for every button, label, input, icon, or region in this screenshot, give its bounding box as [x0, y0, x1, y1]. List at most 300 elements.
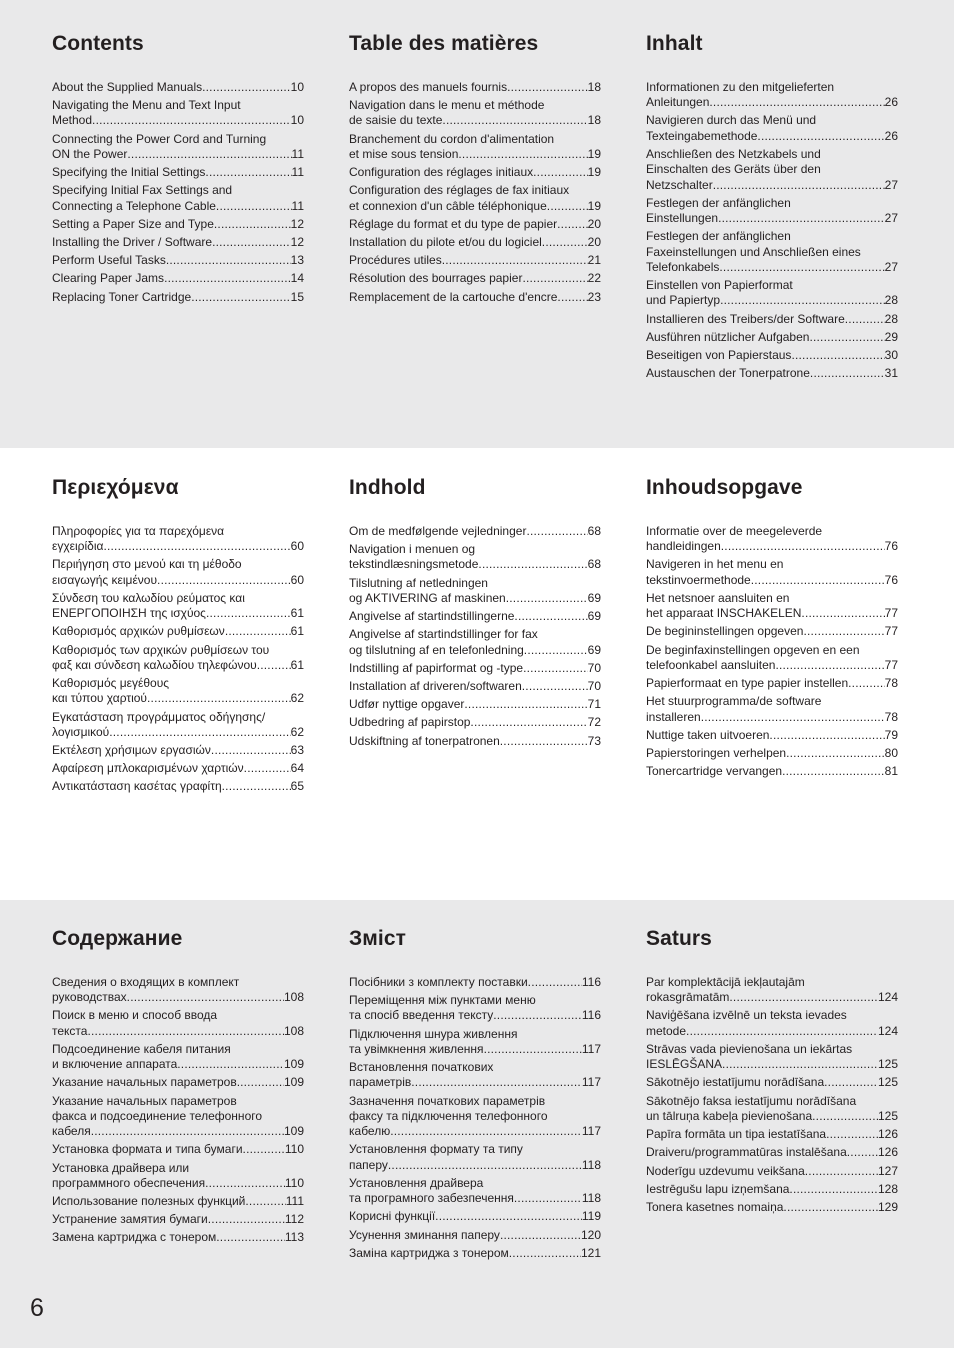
- toc-entry-text: Καθορισμός των αρχικών ρυθμίσεων του: [52, 642, 270, 657]
- toc-entry[interactable]: [349, 165, 601, 180]
- toc-entry-text: About the Supplied Manuals: [52, 80, 203, 94]
- toc-entry-last-line: [52, 253, 304, 268]
- toc-entry-text: un tālruņa kabeļa pievienošana: [646, 1108, 813, 1123]
- toc-entry-text: Εκτέλεση χρήσιμων εργασιών: [52, 743, 211, 758]
- toc-entry-page: 124: [877, 990, 898, 1005]
- toc-entry[interactable]: [646, 1042, 898, 1073]
- toc-entry-last-line: [52, 290, 304, 305]
- toc-entry-text: ΕΝΕΡΓΟΠΟΙΗΣΗ της ισχύος: [52, 606, 206, 621]
- toc-entry-last-line: [52, 743, 304, 758]
- dot-leader: [164, 271, 291, 286]
- toc-entry[interactable]: [646, 676, 898, 691]
- toc-entry-text: metode: [646, 1023, 687, 1038]
- toc-entry-page: 11: [291, 165, 304, 180]
- toc-entry[interactable]: [52, 98, 304, 129]
- toc-section-ukrainian: [349, 925, 601, 1264]
- toc-entry-text: руководствах: [52, 990, 127, 1005]
- toc-entry-text: Festlegen der anfänglichen: [646, 229, 791, 244]
- toc-entry-page: 20: [587, 216, 601, 231]
- toc-entry-last-line: [646, 990, 898, 1005]
- toc-list: [349, 975, 601, 1261]
- toc-entry-text: telefoonkabel aansluiten: [646, 657, 776, 672]
- toc-entry[interactable]: [349, 183, 601, 214]
- toc-entry-last-line: [349, 165, 601, 180]
- toc-entry-last-line: [349, 975, 601, 990]
- toc-section-inhoudsopgave: [646, 474, 898, 782]
- dot-leader: [522, 679, 588, 694]
- toc-entry[interactable]: [52, 676, 304, 707]
- toc-entry[interactable]: [52, 165, 304, 180]
- toc-entry[interactable]: [349, 627, 601, 658]
- toc-entry-last-line: [349, 1008, 601, 1023]
- toc-entry-text: Установка формата и типа бумаги: [52, 1142, 243, 1157]
- dot-leader: [243, 1142, 285, 1157]
- toc-entry[interactable]: [646, 728, 898, 743]
- dot-leader: [719, 260, 884, 275]
- toc-entry-last-line: [52, 1194, 304, 1209]
- dot-leader: [826, 1127, 878, 1142]
- toc-entry-text: Remplacement de la cartouche d'encre: [349, 289, 558, 304]
- toc-entry-page: 28: [884, 311, 898, 326]
- dot-leader: [390, 1124, 582, 1139]
- toc-entry[interactable]: [349, 1176, 601, 1207]
- toc-entry-text: Branchement du cordon d'alimentation: [349, 131, 555, 146]
- toc-entry-page: 28: [884, 293, 898, 308]
- toc-entry-last-line: [646, 1024, 898, 1039]
- toc-entry[interactable]: [52, 524, 304, 555]
- toc-entry[interactable]: [349, 98, 601, 129]
- toc-entry-page: 69: [587, 642, 601, 657]
- dot-leader: [214, 217, 291, 232]
- toc-entry[interactable]: [349, 1060, 601, 1091]
- toc-entry[interactable]: [646, 1075, 898, 1090]
- toc-entry[interactable]: [349, 661, 601, 676]
- toc-entry-page: 70: [587, 660, 601, 675]
- toc-entry-last-line: [646, 1057, 898, 1072]
- toc-entry-text: tekstinvoermethode: [646, 572, 751, 587]
- toc-entry-text: Πληροφορίες για τα παρεχόμενα: [52, 524, 225, 538]
- toc-entry-text: Om de medfølgende vejledninger: [349, 524, 527, 538]
- toc-entry-text: De beginfaxinstellingen opgeven en een: [646, 642, 860, 657]
- toc-entry[interactable]: [646, 229, 898, 275]
- toc-entry[interactable]: [646, 624, 898, 639]
- dot-leader: [718, 211, 885, 226]
- dot-leader: [783, 1200, 878, 1215]
- dot-leader: [493, 1008, 582, 1023]
- toc-entry-last-line: [52, 1176, 304, 1191]
- toc-entry-text: Configuration des réglages de fax initiaux: [349, 183, 570, 198]
- toc-entry-last-line: [52, 1024, 304, 1039]
- toc-entry-page: 116: [581, 1008, 601, 1023]
- toc-entry[interactable]: [52, 1075, 304, 1090]
- toc-entry-last-line: [646, 1109, 898, 1124]
- toc-entry[interactable]: [52, 1008, 304, 1039]
- toc-section-russian: [52, 925, 304, 1249]
- dot-leader: [524, 643, 588, 658]
- toc-entry-page: 73: [587, 733, 601, 748]
- dot-leader: [789, 1182, 878, 1197]
- dot-leader: [786, 746, 885, 761]
- toc-entry[interactable]: [52, 253, 304, 268]
- toc-entry-text: программного обеспечения: [52, 1175, 206, 1190]
- toc-entry[interactable]: [646, 764, 898, 779]
- toc-entry-text: Method: [52, 113, 93, 128]
- toc-entry[interactable]: [52, 1142, 304, 1157]
- section-title: Contents: [52, 32, 144, 55]
- toc-entry[interactable]: [349, 697, 601, 712]
- toc-entry[interactable]: [52, 1161, 304, 1192]
- toc-entry-last-line: [349, 715, 601, 730]
- toc-entry[interactable]: [349, 679, 601, 694]
- toc-entry-last-line: [349, 524, 601, 539]
- toc-entry-last-line: [349, 290, 601, 305]
- toc-entry-text: Σύνδεση του καλωδίου ρεύματος και: [52, 590, 245, 605]
- toc-entry-text: Einstellen von Papierformat: [646, 278, 793, 293]
- toc-entry[interactable]: [349, 524, 601, 539]
- toc-entry[interactable]: [646, 1127, 898, 1142]
- toc-entry-text: et mise sous tension: [349, 146, 459, 161]
- toc-entry-last-line: [349, 235, 601, 250]
- toc-entry-last-line: [52, 658, 304, 673]
- section-title: Inhalt: [646, 32, 703, 55]
- toc-entry[interactable]: [349, 542, 601, 573]
- toc-entry[interactable]: [349, 235, 601, 250]
- toc-entry-text: Замена картриджа с тонером: [52, 1230, 217, 1245]
- toc-entry[interactable]: [349, 80, 601, 95]
- dot-leader: [720, 293, 885, 308]
- toc-entry-last-line: [646, 260, 898, 275]
- toc-entry-last-line: [52, 113, 304, 128]
- toc-entry-text: Указание начальных параметров.: [52, 1075, 241, 1090]
- toc-entry-text: текста: [52, 1023, 88, 1038]
- toc-entry-last-line: [52, 779, 304, 794]
- toc-entry[interactable]: [646, 746, 898, 761]
- toc-entry[interactable]: [646, 366, 898, 381]
- toc-entry[interactable]: [52, 183, 304, 214]
- toc-entry[interactable]: [52, 643, 304, 674]
- toc-entry[interactable]: [52, 80, 304, 95]
- toc-list: [52, 80, 304, 305]
- toc-entry-page: 26: [884, 95, 898, 110]
- toc-entry-text: Udskiftning af tonerpatronen: [349, 733, 500, 748]
- toc-entry-last-line: [52, 1142, 304, 1157]
- toc-entry-page: 109: [283, 1075, 304, 1090]
- toc-entry[interactable]: [646, 557, 898, 588]
- toc-entry[interactable]: [52, 743, 304, 758]
- toc-entry[interactable]: [52, 271, 304, 286]
- toc-entry-text: rokasgrāmatām: [646, 990, 730, 1005]
- toc-entry-page: 110: [284, 1175, 304, 1190]
- toc-entry[interactable]: [349, 1209, 601, 1224]
- toc-entry-page: 126: [877, 1127, 898, 1142]
- toc-entry-last-line: [646, 211, 898, 226]
- toc-entry[interactable]: [52, 217, 304, 232]
- toc-entry-page: 63: [290, 743, 304, 758]
- toc-entry-last-line: [52, 80, 304, 95]
- toc-entry[interactable]: [646, 147, 898, 193]
- toc-entry[interactable]: [52, 591, 304, 622]
- toc-entry[interactable]: [646, 975, 898, 1006]
- toc-entry-page: 29: [884, 329, 898, 344]
- toc-entry-page: 19: [587, 146, 601, 161]
- toc-entry-last-line: [349, 1158, 601, 1173]
- toc-entry[interactable]: [52, 1212, 304, 1227]
- toc-entry-text: Установлення формату та типу: [349, 1142, 523, 1157]
- toc-entry-text: Navigeren in het menu en: [646, 557, 784, 572]
- toc-entry[interactable]: [349, 1027, 601, 1058]
- section-title: Зміст: [349, 927, 406, 950]
- dot-leader: [757, 129, 884, 144]
- toc-entry-text: Einstellungen: [646, 211, 719, 226]
- toc-entry-text: Зазначення початкових параметрів: [349, 1093, 546, 1108]
- toc-entry[interactable]: [52, 779, 304, 794]
- toc-section-contents: [52, 30, 304, 308]
- toc-entry[interactable]: [646, 80, 898, 111]
- toc-entry[interactable]: [646, 591, 898, 622]
- toc-entry-page: 14: [290, 271, 304, 286]
- toc-entry-text: Сведения о входящих в комплект: [52, 975, 240, 989]
- toc-entry[interactable]: [646, 1094, 898, 1125]
- toc-entry-text: Configuration des réglages initiaux: [349, 165, 534, 180]
- toc-entry-text: Het stuurprogramma/de software: [646, 694, 822, 709]
- toc-entry[interactable]: [349, 290, 601, 305]
- toc-entry-text: Clearing Paper Jams: [52, 271, 165, 286]
- toc-entry-page: 18: [587, 80, 601, 94]
- toc-entry-text: и включение аппарата: [52, 1057, 178, 1072]
- toc-entry[interactable]: [52, 1194, 304, 1209]
- toc-entry-page: 27: [884, 211, 898, 226]
- dot-leader: [216, 199, 292, 214]
- toc-entry[interactable]: [646, 1164, 898, 1179]
- toc-entry-text: A propos des manuels fournis: [349, 80, 508, 94]
- dot-leader: [533, 165, 588, 180]
- toc-entry[interactable]: [52, 1094, 304, 1140]
- toc-entry-text: Sākotnējo faksa iestatījumu norādīšana: [646, 1093, 857, 1108]
- dot-leader: [557, 217, 588, 232]
- toc-entry[interactable]: [349, 1142, 601, 1173]
- toc-entry-last-line: [52, 725, 304, 740]
- toc-entry-text: Tonera kasetnes nomaiņa: [646, 1199, 784, 1214]
- toc-entry-text: Εγκατάσταση προγράμματος οδήγησης/: [52, 709, 266, 724]
- toc-entry-last-line: [349, 591, 601, 606]
- toc-entry-text: Installieren des Treibers/der Software: [646, 311, 845, 326]
- toc-entry[interactable]: [349, 1228, 601, 1243]
- toc-entry-page: 126: [877, 1145, 898, 1160]
- toc-entry[interactable]: [52, 624, 304, 639]
- dot-leader: [507, 80, 588, 95]
- toc-entry[interactable]: [646, 278, 898, 309]
- toc-entry[interactable]: [646, 312, 898, 327]
- toc-entry-page: 81: [884, 764, 898, 779]
- toc-entry-text: Tilslutning af netledningen: [349, 575, 488, 590]
- toc-entry-last-line: [349, 271, 601, 286]
- toc-entry-text: ON the Power: [52, 146, 128, 161]
- toc-entry-last-line: [646, 539, 898, 554]
- dot-leader: [92, 113, 291, 128]
- dot-leader: [751, 573, 885, 588]
- toc-entry[interactable]: [646, 1008, 898, 1039]
- toc-entry-page: 125: [877, 1075, 898, 1090]
- toc-entry-last-line: [349, 113, 601, 128]
- toc-entry[interactable]: [349, 253, 601, 268]
- toc-entry-text: Καθορισμός αρχικών ρυθμίσεων: [52, 624, 225, 639]
- dot-leader: [528, 975, 582, 990]
- toc-entry-text: Tonercartridge vervangen: [646, 764, 783, 779]
- toc-entry-page: 10: [290, 80, 304, 94]
- dot-leader: [127, 990, 284, 1005]
- toc-entry[interactable]: [646, 1182, 898, 1197]
- toc-entry[interactable]: [349, 734, 601, 749]
- toc-entry-text: Angivelse af startindstillingerne: [349, 609, 515, 624]
- toc-entry-last-line: [646, 129, 898, 144]
- toc-entry-last-line: [52, 1230, 304, 1245]
- toc-entry-page: 110: [284, 1142, 304, 1157]
- dot-leader: [810, 366, 885, 381]
- toc-entry[interactable]: [646, 1145, 898, 1160]
- dot-leader: [157, 573, 291, 588]
- toc-entry[interactable]: [52, 1230, 304, 1245]
- toc-entry-page: 124: [877, 1023, 898, 1038]
- dot-leader: [848, 676, 885, 691]
- toc-entry-last-line: [52, 271, 304, 286]
- toc-entry-text: паперу: [349, 1157, 388, 1172]
- toc-entry[interactable]: [52, 975, 304, 1006]
- toc-entry-page: 69: [587, 609, 601, 624]
- toc-entry-page: 60: [290, 539, 304, 554]
- dot-leader: [557, 290, 587, 305]
- toc-entry-last-line: [52, 573, 304, 588]
- toc-entry[interactable]: [52, 290, 304, 305]
- page-number: 6: [30, 1294, 44, 1322]
- toc-entry[interactable]: [52, 132, 304, 163]
- toc-entry[interactable]: [646, 524, 898, 555]
- toc-entry[interactable]: [52, 235, 304, 250]
- toc-entry[interactable]: [646, 694, 898, 725]
- toc-entry-last-line: [52, 624, 304, 639]
- toc-entry-text: Netzschalter: [646, 177, 713, 192]
- toc-entry[interactable]: [349, 576, 601, 607]
- toc-list: [52, 524, 304, 795]
- toc-entry-text: εγχειρίδια: [52, 539, 104, 554]
- toc-entry-page: 65: [290, 779, 304, 794]
- toc-entry-text: Переміщення між пунктами меню: [349, 993, 536, 1008]
- toc-entry-text: Beseitigen von Papierstaus: [646, 347, 792, 362]
- toc-entry-last-line: [646, 1200, 898, 1215]
- toc-entry[interactable]: [349, 715, 601, 730]
- toc-entry-text: Udfør nyttige opgaver: [349, 697, 465, 712]
- toc-entry[interactable]: [52, 761, 304, 776]
- toc-entry[interactable]: [349, 975, 601, 990]
- dot-leader: [547, 199, 588, 214]
- dot-leader: [205, 165, 291, 180]
- dot-leader: [847, 1145, 878, 1160]
- toc-entry-text: параметрів: [349, 1075, 412, 1090]
- toc-entry[interactable]: [646, 196, 898, 227]
- toc-entry-page: 118: [581, 1191, 601, 1206]
- toc-entry[interactable]: [349, 217, 601, 232]
- toc-entry[interactable]: [349, 1094, 601, 1140]
- dot-leader: [686, 1024, 878, 1039]
- toc-entry-text: φαξ και σύνδεση καλωδίου τηλεφώνου: [52, 657, 257, 672]
- toc-entry-page: 60: [290, 572, 304, 587]
- toc-entry-text: Περιήγηση στο μενού και τη μέθοδο: [52, 557, 242, 572]
- toc-entry-page: 125: [877, 1057, 898, 1072]
- toc-entry-page: 62: [290, 691, 304, 706]
- dot-leader: [791, 348, 884, 363]
- dot-leader: [442, 113, 587, 128]
- toc-entry[interactable]: [349, 271, 601, 286]
- toc-entry-text: και τύπου χαρτιού: [52, 691, 147, 706]
- toc-entry-text: Naviģēšana izvēlnē un teksta ievades: [646, 1008, 847, 1023]
- dot-leader: [202, 80, 291, 95]
- toc-entry-text: Указание начальных параметров: [52, 1093, 237, 1108]
- toc-entry-page: 117: [581, 1124, 601, 1139]
- toc-entry-page: 118: [581, 1157, 601, 1172]
- toc-entry[interactable]: [646, 348, 898, 363]
- toc-entry-text: Procédures utiles: [349, 253, 442, 268]
- dot-leader: [257, 658, 291, 673]
- toc-entry-text: та спосіб введення тексту: [349, 1008, 494, 1023]
- toc-entry-last-line: [646, 366, 898, 381]
- toc-entry-page: 111: [285, 1194, 304, 1209]
- toc-entry-text: Поиск в меню и способ ввода: [52, 1008, 218, 1023]
- toc-entry[interactable]: [52, 710, 304, 741]
- toc-entry-text: og AKTIVERING af maskinen: [349, 590, 506, 605]
- toc-entry[interactable]: [349, 609, 601, 624]
- toc-entry-last-line: [646, 573, 898, 588]
- toc-entry[interactable]: [646, 113, 898, 144]
- dot-leader: [775, 658, 884, 673]
- toc-entry-text: Installing the Driver / Software: [52, 235, 213, 250]
- toc-entry-text: Iestrēgušu lapu izņemšana: [646, 1181, 790, 1196]
- toc-entry-text: Установлення драйвера: [349, 1175, 484, 1190]
- toc-entry[interactable]: [646, 1200, 898, 1215]
- dot-leader: [721, 539, 885, 554]
- toc-section-table-des-matieres: [349, 30, 601, 308]
- toc-entry-last-line: [349, 1191, 601, 1206]
- toc-entry-text: Faxeinstellungen und Anschließen eines: [646, 244, 861, 259]
- toc-entry-page: 12: [290, 216, 304, 231]
- dot-leader: [244, 761, 291, 776]
- toc-entry-page: 21: [587, 253, 601, 268]
- toc-entry[interactable]: [349, 993, 601, 1024]
- toc-entry-last-line: [349, 147, 601, 162]
- dot-leader: [522, 271, 587, 286]
- toc-entry[interactable]: [349, 132, 601, 163]
- toc-entry[interactable]: [52, 557, 304, 588]
- toc-entry-page: 120: [580, 1227, 601, 1242]
- toc-entry-last-line: [646, 95, 898, 110]
- toc-entry-text: Strāvas vada pievienošana un iekārtas: [646, 1041, 853, 1056]
- toc-section-indhold: [349, 474, 601, 752]
- toc-entry[interactable]: [646, 330, 898, 345]
- toc-entry[interactable]: [349, 1246, 601, 1261]
- toc-entry-last-line: [646, 676, 898, 691]
- toc-entry-last-line: [349, 734, 601, 749]
- toc-entry[interactable]: [646, 643, 898, 674]
- dot-leader: [216, 1230, 285, 1245]
- toc-entry-text: Par komplektācijā iekļautajām: [646, 975, 805, 989]
- toc-entry-last-line: [646, 330, 898, 345]
- toc-entry-page: 121: [580, 1245, 601, 1260]
- dot-leader: [91, 1124, 284, 1139]
- toc-entry-page: 78: [884, 676, 898, 691]
- dot-leader: [701, 710, 885, 725]
- toc-entry[interactable]: [52, 1042, 304, 1073]
- toc-entry-last-line: [52, 606, 304, 621]
- toc-entry-last-line: [646, 1182, 898, 1197]
- toc-entry-last-line: [349, 1209, 601, 1224]
